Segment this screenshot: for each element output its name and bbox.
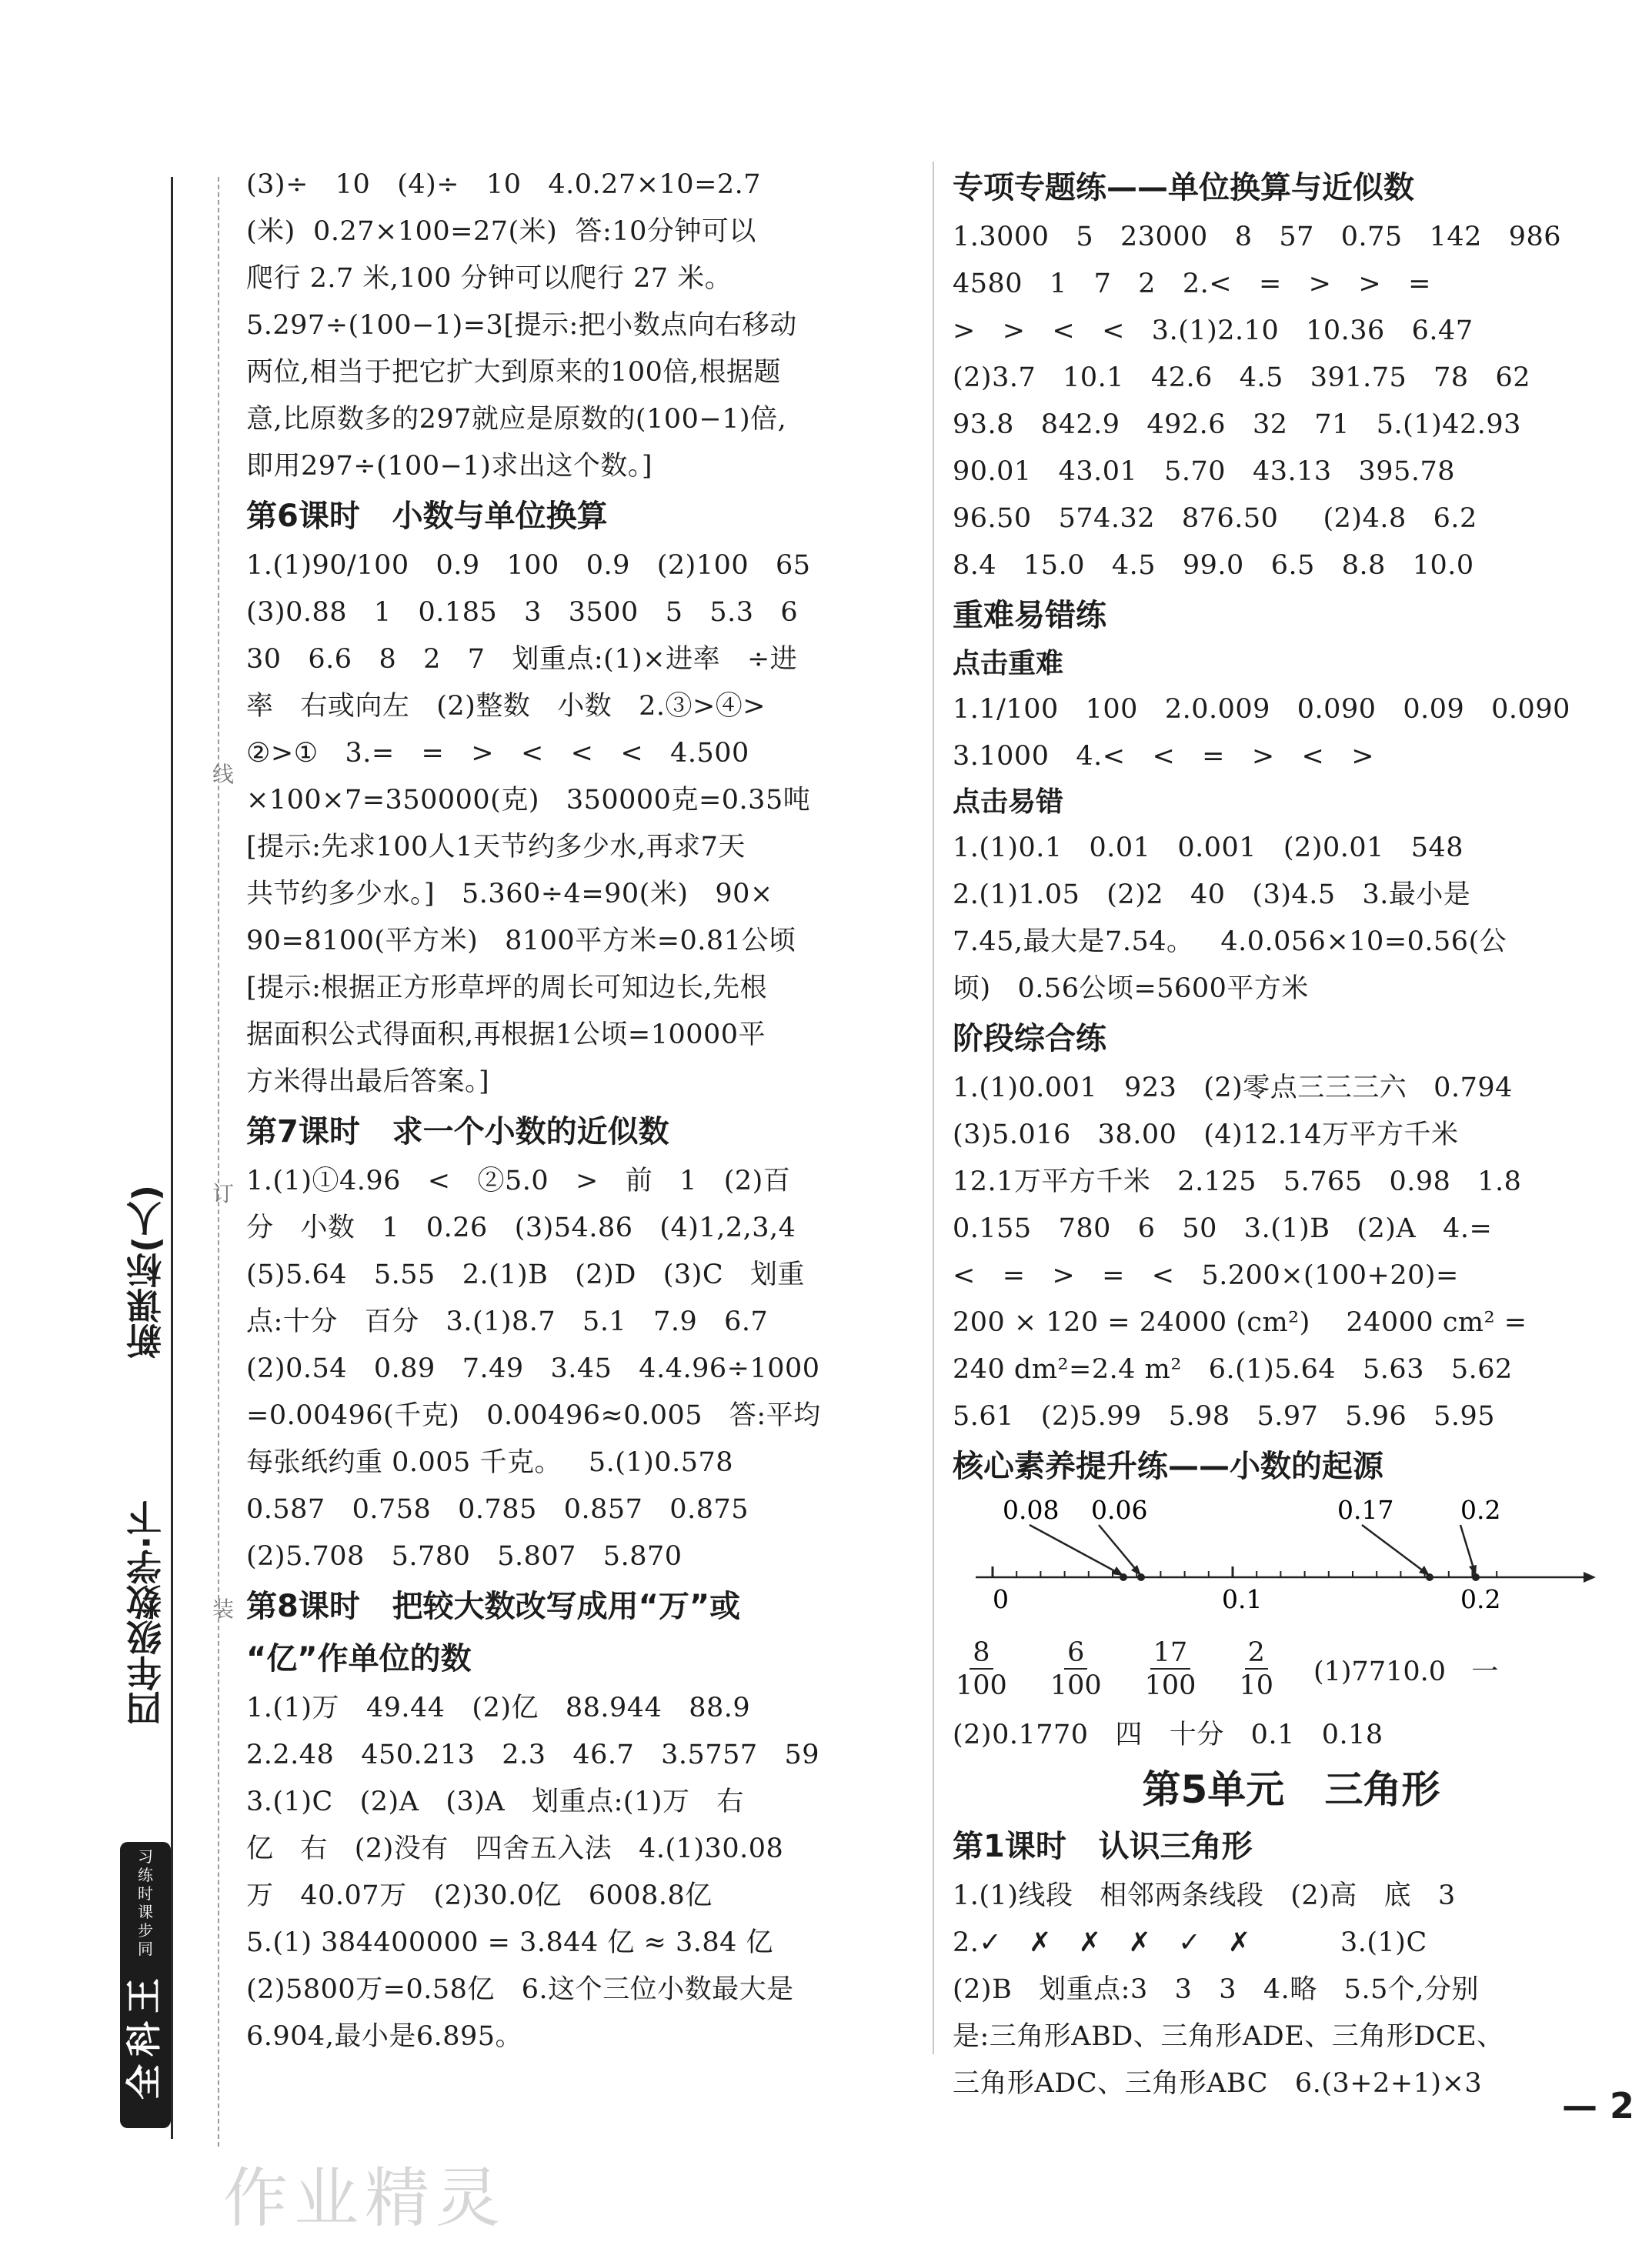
series-char: 时 xyxy=(138,1884,153,1903)
fraction-row xyxy=(953,1627,1630,1712)
spine-grade: 四年级数学·下 xyxy=(125,1500,167,1727)
fraction: $\frac{6}{100}$ xyxy=(1050,1637,1102,1701)
binding-mark-top: 线 xyxy=(212,762,235,787)
answer-line: 3.1000 4.< < = > < > xyxy=(953,741,1375,772)
answer-line: (2)0.1770 四 十分 0.1 0.18 xyxy=(953,1720,1383,1750)
watermark: 作业精灵 xyxy=(223,2160,507,2236)
answer-line: 2.(1)1.05 (2)2 40 (3)4.5 3.最小是 xyxy=(953,879,1471,910)
answer-line: (2)5.708 5.780 5.807 5.870 xyxy=(246,1541,682,1572)
answer-line: 顷) 0.56公顷=5600平方米 xyxy=(953,973,1309,1004)
answer-line: 两位,相当于把它扩大到原来的100倍,根据题 xyxy=(246,357,782,388)
key-points-subtitle: 点击重难 xyxy=(953,648,1064,679)
binding-mark-middle: 订 xyxy=(212,1181,235,1206)
answer-line: 点:十分 百分 3.(1)8.7 5.1 7.9 6.7 xyxy=(246,1306,769,1337)
label-0-2: 0.2 xyxy=(1460,1495,1501,1525)
answer-line: 1.1/100 100 2.0.009 0.090 0.09 0.090 xyxy=(953,694,1570,725)
series-char: 步 xyxy=(138,1921,153,1940)
point-0-06 xyxy=(1137,1573,1145,1581)
point-0-08 xyxy=(1120,1573,1127,1581)
answer-line: 1.(1)线段 相邻两条线段 (2)高 底 3 xyxy=(953,1880,1456,1911)
answer-line: 1.(1)0.001 923 (2)零点三三三六 0.794 xyxy=(953,1073,1513,1103)
answer-line: 2.✓ ✗ ✗ ✗ ✓ ✗ 3.(1)C xyxy=(953,1927,1427,1958)
answer-line: ×100×7=350000(克) 350000克=0.35吨 xyxy=(246,785,811,816)
answer-line: (2)B 划重点:3 3 3 4.略 5.5个,分别 xyxy=(953,1974,1479,2005)
answer-line: 共节约多少水。] 5.360÷4=90(米) 90× xyxy=(246,879,773,909)
common-mistakes-subtitle: 点击易错 xyxy=(953,786,1064,818)
lesson8-title-line1: 第8课时 把较大数改写成用“万”或 xyxy=(246,1589,741,1624)
fraction: $\frac{8}{100}$ xyxy=(956,1637,1007,1701)
difficult-practice-title: 重难易错练 xyxy=(953,598,1106,633)
fraction: $\frac{2}{10}$ xyxy=(1239,1637,1273,1701)
brand-char: 科 xyxy=(123,2021,165,2057)
answer-line: 0.155 780 6 50 3.(1)B (2)A 4.= xyxy=(953,1213,1493,1244)
spine xyxy=(115,177,235,2139)
answer-line: 200 × 120 = 24000 (cm²) 24000 cm² = xyxy=(953,1307,1527,1338)
axis-label-0-1: 0.1 xyxy=(1222,1584,1263,1614)
answer-line: 1.(1)①4.96 < ②5.0 > 前 1 (2)百 xyxy=(246,1166,791,1196)
answer-line: 爬行 2.7 米,100 分钟可以爬行 27 米。 xyxy=(246,263,733,294)
answer-line: 据面积公式得面积,再根据1公顷=10000平 xyxy=(246,1019,766,1050)
answer-line: (3)÷ 10 (4)÷ 10 4.0.27×10=2.7 xyxy=(246,169,762,200)
answer-line: 即用297÷(100−1)求出这个数。] xyxy=(246,451,652,482)
answer-line: 万 40.07万 (2)30.0亿 6008.8亿 xyxy=(246,1880,713,1911)
axis-label-0-2: 0.2 xyxy=(1460,1584,1501,1614)
binding-dashed-line xyxy=(218,177,219,2147)
lesson7-title: 第7课时 求一个小数的近似数 xyxy=(246,1114,669,1149)
answer-line: 亿 右 (2)没有 四舍五入法 4.(1)30.08 xyxy=(246,1833,784,1864)
answer-line: 90.01 43.01 5.70 43.13 395.78 xyxy=(953,456,1455,487)
unit5-title: 第5单元 三角形 xyxy=(1142,1767,1440,1812)
answer-line: 96.50 574.32 876.50 (2)4.8 6.2 xyxy=(953,503,1477,534)
series-char: 练 xyxy=(138,1866,153,1884)
answer-line: 1.(1)0.1 0.01 0.001 (2)0.01 548 xyxy=(953,832,1464,863)
stage-practice-title: 阶段综合练 xyxy=(953,1021,1106,1056)
page-number: — 2 xyxy=(1562,2085,1635,2127)
series-char: 习 xyxy=(138,1847,153,1866)
pointer-arrow-0-17 xyxy=(1362,1525,1430,1576)
answer-line: (米) 0.27×100=27(米) 答:10分钟可以 xyxy=(246,216,756,247)
answer-line: [提示:先求100人1天节约多少水,再求7天 xyxy=(246,832,746,862)
label-0-17: 0.17 xyxy=(1337,1495,1394,1525)
answer-line: < = > = < 5.200×(100+20)= xyxy=(953,1260,1459,1291)
answer-line: 5.61 (2)5.99 5.98 5.97 5.96 5.95 xyxy=(953,1401,1496,1432)
answer-line: 8.4 15.0 4.5 99.0 6.5 8.8 10.0 xyxy=(953,550,1474,581)
brand-logo xyxy=(117,1839,174,2131)
column-divider xyxy=(933,162,934,2054)
binding-mark-bottom: 装 xyxy=(212,1596,235,1622)
answer-line: 5.(1) 384400000 = 3.844 亿 ≈ 3.84 亿 xyxy=(246,1927,774,1958)
answer-line: 6.904,最小是6.895。 xyxy=(246,2021,523,2052)
answer-line: 7.45,最大是7.54。 4.0.056×10=0.56(公 xyxy=(953,926,1507,957)
series-char: 课 xyxy=(138,1903,153,1921)
brand-char: 全 xyxy=(123,2064,165,2100)
unit5-lesson1-title: 第1课时 认识三角形 xyxy=(953,1829,1253,1864)
label-0-06: 0.06 xyxy=(1091,1495,1148,1525)
answer-line: 5.297÷(100−1)=3[提示:把小数点向右移动 xyxy=(246,310,797,341)
spine-subtitle: 新课标(人) xyxy=(125,1185,167,1360)
brand-char: 王 xyxy=(123,1978,165,2013)
answer-line: 1.(1)万 49.44 (2)亿 88.944 88.9 xyxy=(246,1693,751,1723)
core-literacy-title: 核心素养提升练——小数的起源 xyxy=(953,1449,1383,1484)
lesson6-title: 第6课时 小数与单位换算 xyxy=(246,499,608,534)
answer-line: [提示:根据正方形草坪的周长可知边长,先根 xyxy=(246,973,768,1003)
point-0-17 xyxy=(1426,1573,1433,1581)
special-practice-title: 专项专题练——单位换算与近似数 xyxy=(953,170,1414,205)
answer-line: 意,比原数多的297就应是原数的(100−1)倍, xyxy=(246,404,787,435)
answer-line: 90=8100(平方米) 8100平方米=0.81公顷 xyxy=(246,926,796,956)
answer-line: (2)3.7 10.1 42.6 4.5 391.75 78 62 xyxy=(953,362,1531,393)
series-char: 同 xyxy=(138,1940,153,1958)
left-column xyxy=(246,162,908,2060)
answer-line: 3.(1)C (2)A (3)A 划重点:(1)万 右 xyxy=(246,1787,744,1817)
axis-label-0: 0 xyxy=(993,1584,1009,1614)
answer-line: 分 小数 1 0.26 (3)54.86 (4)1,2,3,4 xyxy=(246,1213,796,1243)
answer-line: 12.1万平方千米 2.125 5.765 0.98 1.8 xyxy=(953,1166,1522,1197)
answer-line: 0.587 0.758 0.785 0.857 0.875 xyxy=(246,1494,749,1525)
answer-line: 1.(1)90/100 0.9 100 0.9 (2)100 65 xyxy=(246,550,811,581)
answer-line: > > < < 3.(1)2.10 10.36 6.47 xyxy=(953,315,1473,346)
answer-line: 1.3000 5 23000 8 57 0.75 142 986 xyxy=(953,222,1562,252)
number-line xyxy=(953,1493,1630,1627)
answer-line: 240 dm²=2.4 m² 6.(1)5.64 5.63 5.62 xyxy=(953,1354,1513,1385)
answer-line: 4580 1 7 2 2.< = > > = xyxy=(953,269,1431,299)
answer-line: (5)5.64 5.55 2.(1)B (2)D (3)C 划重 xyxy=(246,1259,806,1290)
point-0-2 xyxy=(1472,1573,1480,1581)
answer-line: 93.8 842.9 492.6 32 71 5.(1)42.93 xyxy=(953,409,1521,440)
answer-line: =0.00496(千克) 0.00496≈0.005 答:平均 xyxy=(246,1400,821,1431)
answer-line: 率 右或向左 (2)整数 小数 2.③>④> xyxy=(246,691,766,722)
answer-line: 是:三角形ABD、三角形ADE、三角形DCE、 xyxy=(953,2021,1504,2052)
fraction: $\frac{17}{100}$ xyxy=(1144,1637,1196,1701)
answer-line: 方米得出最后答案。] xyxy=(246,1066,490,1097)
number-line-arrowhead xyxy=(1584,1572,1596,1583)
answer-line: ②>① 3.= = > < < < 4.500 xyxy=(246,738,749,769)
number-line-figure xyxy=(953,1493,1630,1627)
answer-line: (3)0.88 1 0.185 3 3500 5 5.3 6 xyxy=(246,597,799,628)
label-0-08: 0.08 xyxy=(1003,1495,1060,1525)
answer-line: 每张纸约重 0.005 千克。 5.(1)0.578 xyxy=(246,1447,733,1478)
answer-line: (3)5.016 38.00 (4)12.14万平方千米 xyxy=(953,1119,1459,1150)
pointer-arrow-0-08 xyxy=(1030,1525,1123,1576)
answer-line: (2)5800万=0.58亿 6.这个三位小数最大是 xyxy=(246,1974,794,2005)
fraction-row-tail: (1)7710.0 一 xyxy=(1313,1656,1499,1687)
lesson8-title-line2: “亿”作单位的数 xyxy=(246,1641,472,1676)
answer-line: 30 6.6 8 2 7 划重点:(1)×进率 ÷进 xyxy=(246,644,798,675)
answer-line: 2.2.48 450.213 2.3 46.7 3.5757 59 xyxy=(246,1740,820,1770)
right-column xyxy=(953,162,1630,2107)
answer-line: (2)0.54 0.89 7.49 3.45 4.4.96÷1000 xyxy=(246,1353,820,1384)
answer-line: 三角形ADC、三角形ABC 6.(3+2+1)×3 xyxy=(953,2068,1483,2099)
